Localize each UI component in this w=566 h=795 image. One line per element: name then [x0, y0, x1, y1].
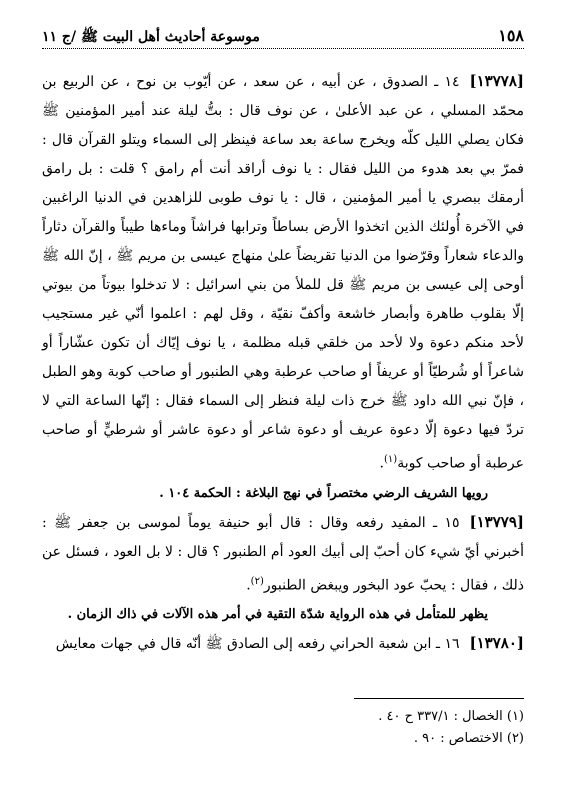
hadith-number: [١٣٧٧٩] [469, 512, 524, 531]
page-body [42, 67, 524, 659]
hadith-text: ١٥ ـ المفيد رفعه وقال : قال أبو حنيفة يوماً لموسى بن جعفر ﷺ : أخبرني أيّ شيء كان أحبّ إلى أبيك العود أم الطنبور ؟ قال : لا بل العود ، فسئل عن ذلك ، فقال : يحبّ عود البخور ويبغض الطنبور [42, 514, 524, 594]
page-header [42, 26, 524, 49]
page-number: ١٥٨ [498, 26, 524, 45]
footnote-ref: (١) [384, 454, 398, 465]
hadith-paragraph: [١٣٧٧٨]١٤ ـ الصدوق ، عن أبيه ، عن سعد ، عن أيّوب بن نوح ، عن الربيع بن محمّد المسلي ، عن عبد الأعلىٰ ، عن نوف قال : بتُّ ليلة عند أمير المؤمنين ﷺ فكان يصلي الليل كلّه ويخرج ساعة بعد ساعة فينظر إلى السماء ويتلو القرآن قال : فمرّ بي بعد هدوء من الليل فقال : يا نوف أراقد أنت أم رامق ؟ قلت : بل رامق أرمقك ببصري يا أمير المؤمنين ، قال : يا نوف طوبى للزاهدين في الدنيا الراغبين في الآخرة أُولئك الذين اتخذوا الأرض بساطاً وترابها فراشاً وماءها طيباً والقرآن دثاراً والدعاء شعاراً وقرّضوا من الدنيا تقريضاً علىٰ منهاج عيسى بن مريم ﷺ ، إنّ الله ﷺ أوحى إلى عيسى بن مريم ﷺ قل للملأ من بني اسرائيل : لا تدخلوا بيوتاً من بيوتي إلّا بقلوب طاهرة وأبصار خاشعة وأكفّ نقيّة ، وقل لهم : اعلموا أنّي غير مستجيب لأحد منكم دعوة ولا لأحد من خلقي قبله مظلمة ، يا نوف إيّاك أن تكون عشّاراً أو شاعراً أو شُرطيّاً أو عريفاً أو صاحب عرطبة وهي الطنبور أو صاحب كوبة وهو الطبل ، فإنّ نبي الله داود ﷺ خرج ذات ليلة فنظر إلى السماء فقال : إنّها الساعة التي لا تردّ فيها دعوة إلّا دعوة عريف أو دعوة شاعر أو دعوة عاشر أو شرطيٍّ أو صاحب عرطبة أو صاحب كوبة$^{(١)}$. [42, 72, 524, 472]
hadith-number: [١٣٧٧٨] [469, 72, 524, 90]
hadith-text: ١٤ ـ الصدوق ، عن أبيه ، عن سعد ، عن أيّوب بن نوح ، عن الربيع بن محمّد المسلي ، عن عبد الأعلىٰ ، عن نوف قال : بتُّ ليلة عند أمير المؤمنين ﷺ فكان يصلي الليل كلّه ويخرج ساعة بعد ساعة فينظر إلى السماء ويتلو القرآن قال : فمرّ بي بعد هدوء من الليل فقال : يا نوف أراقد أنت أم رامق ؟ قلت : بل رامق أرمقك ببصري يا أمير المؤمنين ، قال : يا نوف طوبى للزاهدين في الدنيا الراغبين في الآخرة أُولئك الذين اتخذوا الأرض بساطاً وترابها فراشاً وماءها طيباً والقرآن دثاراً والدعاء شعاراً وقرّضوا من الدنيا تقريضاً علىٰ منهاج عيسى بن مريم ﷺ ، إنّ الله ﷺ أوحى إلى عيسى بن مريم ﷺ قل للملأ من بني اسرائيل : لا تدخلوا بيوتاً من بيوتي إلّا بقلوب طاهرة وأبصار خاشعة وأكفّ نقيّة ، وقل لهم : اعلموا أنّي غير مستجيب لأحد منكم دعوة ولا لأحد من خلقي قبله مظلمة ، يا نوف إيّاك أن تكون عشّاراً أو شاعراً أو شُرطيّاً أو عريفاً أو صاحب عرطبة وهي الطنبور أو صاحب كوبة وهو الطبل ، فإنّ نبي الله داود ﷺ خرج ذات ليلة فنظر إلى السماء فقال : إنّها الساعة التي لا تردّ فيها دعوة إلّا دعوة عريف أو دعوة شاعر أو دعوة عاشر أو شرطيٍّ أو صاحب عرطبة أو صاحب كوبة [42, 74, 524, 472]
footnotes [42, 706, 524, 750]
footnote: (٢) الاختصاص : ٩٠ . [413, 731, 524, 746]
footnote: (١) الخصال : ٣٣٧/١ ح ٤٠ . [378, 709, 524, 724]
hadith-note: رويها الشريف الرضي مختصراً في نهج البلاغة : الحكمة ١٠٤ . [159, 485, 488, 501]
hadith-number: [١٣٧٨٠] [469, 634, 524, 653]
running-title: موسوعة أحاديث أهل البيت ﷺ /ج ١١ [42, 29, 260, 45]
hadith-paragraph: [١٣٧٧٩]١٥ ـ المفيد رفعه وقال : قال أبو حنيفة يوماً لموسى بن جعفر ﷺ : أخبرني أيّ شيء كان أحبّ إلى أبيك العود أم الطنبور ؟ قال : لا بل العود ، فسئل عن ذلك ، فقال : يحبّ عود البخور ويبغض الطنبور$^{(٢)}$. [42, 512, 524, 594]
footnote-separator [354, 698, 524, 699]
hadith-note: يظهر للمتأمل في هذه الرواية شدّة التقية في أمر هذه الآلات في ذاك الزمان . [67, 607, 488, 623]
footnote-ref: (٢) [250, 575, 264, 587]
hadith-paragraph [42, 629, 524, 659]
hadith-text: ١٦ ـ ابن شعبة الحراني رفعه إلى الصادق ﷺ أنّه قال في جهات معايش [55, 636, 460, 653]
